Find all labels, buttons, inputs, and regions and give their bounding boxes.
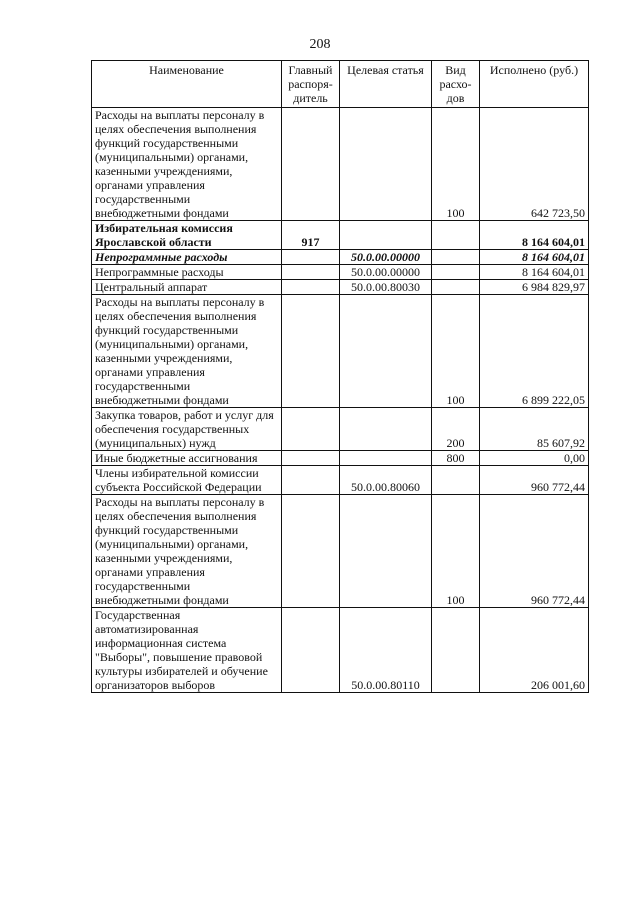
cell-admin: [282, 265, 340, 280]
cell-admin: [282, 608, 340, 693]
table-row: [92, 280, 589, 295]
cell-admin: [282, 451, 340, 466]
table-row: [92, 451, 589, 466]
header-target: Целевая статья: [340, 61, 432, 108]
cell-type: 800: [432, 451, 480, 466]
cell-name: Государственная автоматизированная информационная система "Выборы", повышение правовой культуры избирателей и обучение организаторов выборов: [92, 608, 282, 693]
cell-target: [340, 295, 432, 408]
cell-name: Иные бюджетные ассигнования: [92, 451, 282, 466]
cell-admin: [282, 280, 340, 295]
cell-admin: [282, 108, 340, 221]
table-row: [92, 608, 589, 693]
cell-name: Расходы на выплаты персоналу в целях обеспечения выполнения функций государственными (муниципальными) органами, казенными учреждениями, органами управления государственными внебюджетными фондами: [92, 295, 282, 408]
cell-amount: 6 984 829,97: [480, 280, 589, 295]
cell-target: 50.0.00.80060: [340, 466, 432, 495]
header-admin: Главный распоря-дитель: [282, 61, 340, 108]
cell-target: [340, 495, 432, 608]
cell-type: [432, 608, 480, 693]
cell-target: 50.0.00.80030: [340, 280, 432, 295]
header-amount: Исполнено (руб.): [480, 61, 589, 108]
cell-name: Центральный аппарат: [92, 280, 282, 295]
cell-name: Расходы на выплаты персоналу в целях обеспечения выполнения функций государственными (муниципальными) органами, казенными учреждениями, органами управления государственными внебюджетными фондами: [92, 495, 282, 608]
cell-amount: 206 001,60: [480, 608, 589, 693]
cell-amount: 8 164 604,01: [480, 221, 589, 250]
cell-type: [432, 221, 480, 250]
cell-amount: 960 772,44: [480, 495, 589, 608]
cell-target: 50.0.00.80110: [340, 608, 432, 693]
table-row: [92, 250, 589, 265]
budget-execution-table: [91, 60, 589, 693]
cell-amount: 0,00: [480, 451, 589, 466]
table-row: [92, 108, 589, 221]
cell-admin: [282, 466, 340, 495]
table-row: [92, 265, 589, 280]
header-type: Вид расхо-дов: [432, 61, 480, 108]
cell-name: Закупка товаров, работ и услуг для обеспечения государственных (муниципальных) нужд: [92, 408, 282, 451]
cell-type: [432, 466, 480, 495]
cell-amount: 8 164 604,01: [480, 250, 589, 265]
cell-target: [340, 221, 432, 250]
cell-name: Члены избирательной комиссии субъекта Российской Федерации: [92, 466, 282, 495]
cell-type: 200: [432, 408, 480, 451]
table-row: [92, 408, 589, 451]
cell-target: [340, 451, 432, 466]
cell-name: Непрограммные расходы: [92, 265, 282, 280]
cell-amount: 8 164 604,01: [480, 265, 589, 280]
cell-admin: [282, 250, 340, 265]
cell-amount: 642 723,50: [480, 108, 589, 221]
cell-target: [340, 408, 432, 451]
cell-target: 50.0.00.00000: [340, 250, 432, 265]
cell-amount: 960 772,44: [480, 466, 589, 495]
cell-type: 100: [432, 495, 480, 608]
cell-admin: [282, 408, 340, 451]
page-number: 208: [309, 37, 331, 52]
table-row: [92, 221, 589, 250]
cell-admin: 917: [282, 221, 340, 250]
table-row: [92, 466, 589, 495]
cell-amount: 85 607,92: [480, 408, 589, 451]
cell-type: 100: [432, 295, 480, 408]
cell-name: Расходы на выплаты персоналу в целях обеспечения выполнения функций государственными (муниципальными) органами, казенными учреждениями, органами управления государственными внебюджетными фондами: [92, 108, 282, 221]
table-row: [92, 495, 589, 608]
cell-name: Избирательная комиссия Ярославской области: [92, 221, 282, 250]
cell-admin: [282, 295, 340, 408]
table-header-row: [92, 61, 589, 108]
cell-target: 50.0.00.00000: [340, 265, 432, 280]
cell-type: [432, 265, 480, 280]
cell-target: [340, 108, 432, 221]
table-row: [92, 295, 589, 408]
cell-name: Непрограммные расходы: [92, 250, 282, 265]
cell-admin: [282, 495, 340, 608]
cell-type: [432, 250, 480, 265]
cell-type: [432, 280, 480, 295]
header-name: Наименование: [92, 61, 282, 108]
cell-amount: 6 899 222,05: [480, 295, 589, 408]
cell-type: 100: [432, 108, 480, 221]
